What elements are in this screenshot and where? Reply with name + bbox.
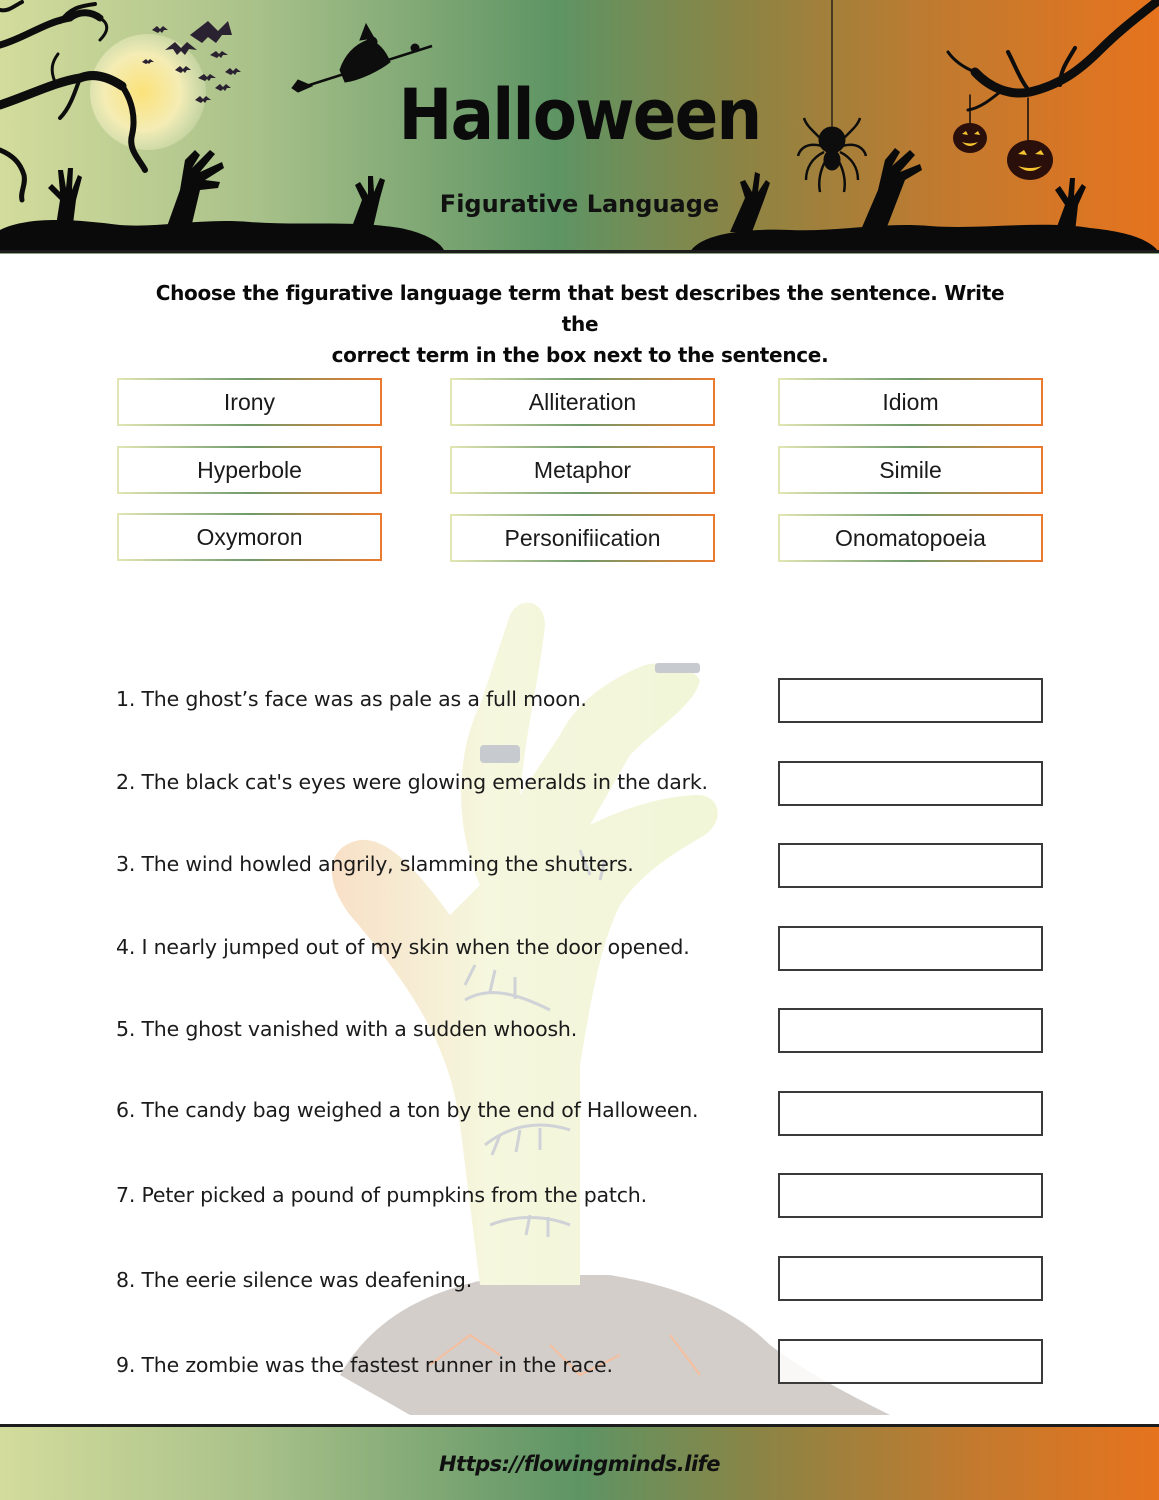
- term-box-simile: Simile: [778, 446, 1043, 494]
- answer-box-8[interactable]: [778, 1256, 1043, 1301]
- answer-box-9[interactable]: [778, 1339, 1043, 1384]
- question-3-text: 3. The wind howled angrily, slamming the shutters.: [116, 852, 634, 876]
- answer-box-5[interactable]: [778, 1008, 1043, 1053]
- term-box-hyperbole: Hyperbole: [117, 446, 382, 494]
- answer-box-3[interactable]: [778, 843, 1043, 888]
- term-box-oxymoron: Oxymoron: [117, 513, 382, 561]
- page-title: Halloween: [398, 74, 761, 156]
- instructions: [140, 278, 1020, 371]
- page-subtitle: Figurative Language: [439, 190, 720, 218]
- question-1-text: 1. The ghost’s face was as pale as a full moon.: [116, 687, 587, 711]
- answer-box-1[interactable]: [778, 678, 1043, 723]
- header-banner: [0, 0, 1159, 252]
- answer-box-7[interactable]: [778, 1173, 1043, 1218]
- term-box-alliteration: Alliteration: [450, 378, 715, 426]
- term-box-personification: Personifiication: [450, 514, 715, 562]
- term-box-onomatopoeia: Onomatopoeia: [778, 514, 1043, 562]
- instructions-line-1: Choose the figurative language term that best describes the sentence. Write the: [155, 281, 1005, 336]
- footer-banner: [0, 1427, 1159, 1500]
- question-8-text: 8. The eerie silence was deafening.: [116, 1268, 473, 1292]
- header-divider: [0, 250, 1159, 254]
- question-4-text: 4. I nearly jumped out of my skin when the door opened.: [116, 935, 690, 959]
- instructions-line-2: correct term in the box next to the sentence.: [331, 343, 829, 367]
- term-box-idiom: Idiom: [778, 378, 1043, 426]
- answer-box-4[interactable]: [778, 926, 1043, 971]
- answer-box-6[interactable]: [778, 1091, 1043, 1136]
- question-9-text: 9. The zombie was the fastest runner in the race.: [116, 1353, 613, 1377]
- footer-website-link[interactable]: Https://flowingminds.life: [438, 1451, 721, 1476]
- term-box-metaphor: Metaphor: [450, 446, 715, 494]
- question-6-text: 6. The candy bag weighed a ton by the end of Halloween.: [116, 1098, 699, 1122]
- question-7-text: 7. Peter picked a pound of pumpkins from the patch.: [116, 1183, 647, 1207]
- question-2-text: 2. The black cat's eyes were glowing emeralds in the dark.: [116, 770, 708, 794]
- term-box-irony: Irony: [117, 378, 382, 426]
- answer-box-2[interactable]: [778, 761, 1043, 806]
- question-5-text: 5. The ghost vanished with a sudden whoosh.: [116, 1017, 578, 1041]
